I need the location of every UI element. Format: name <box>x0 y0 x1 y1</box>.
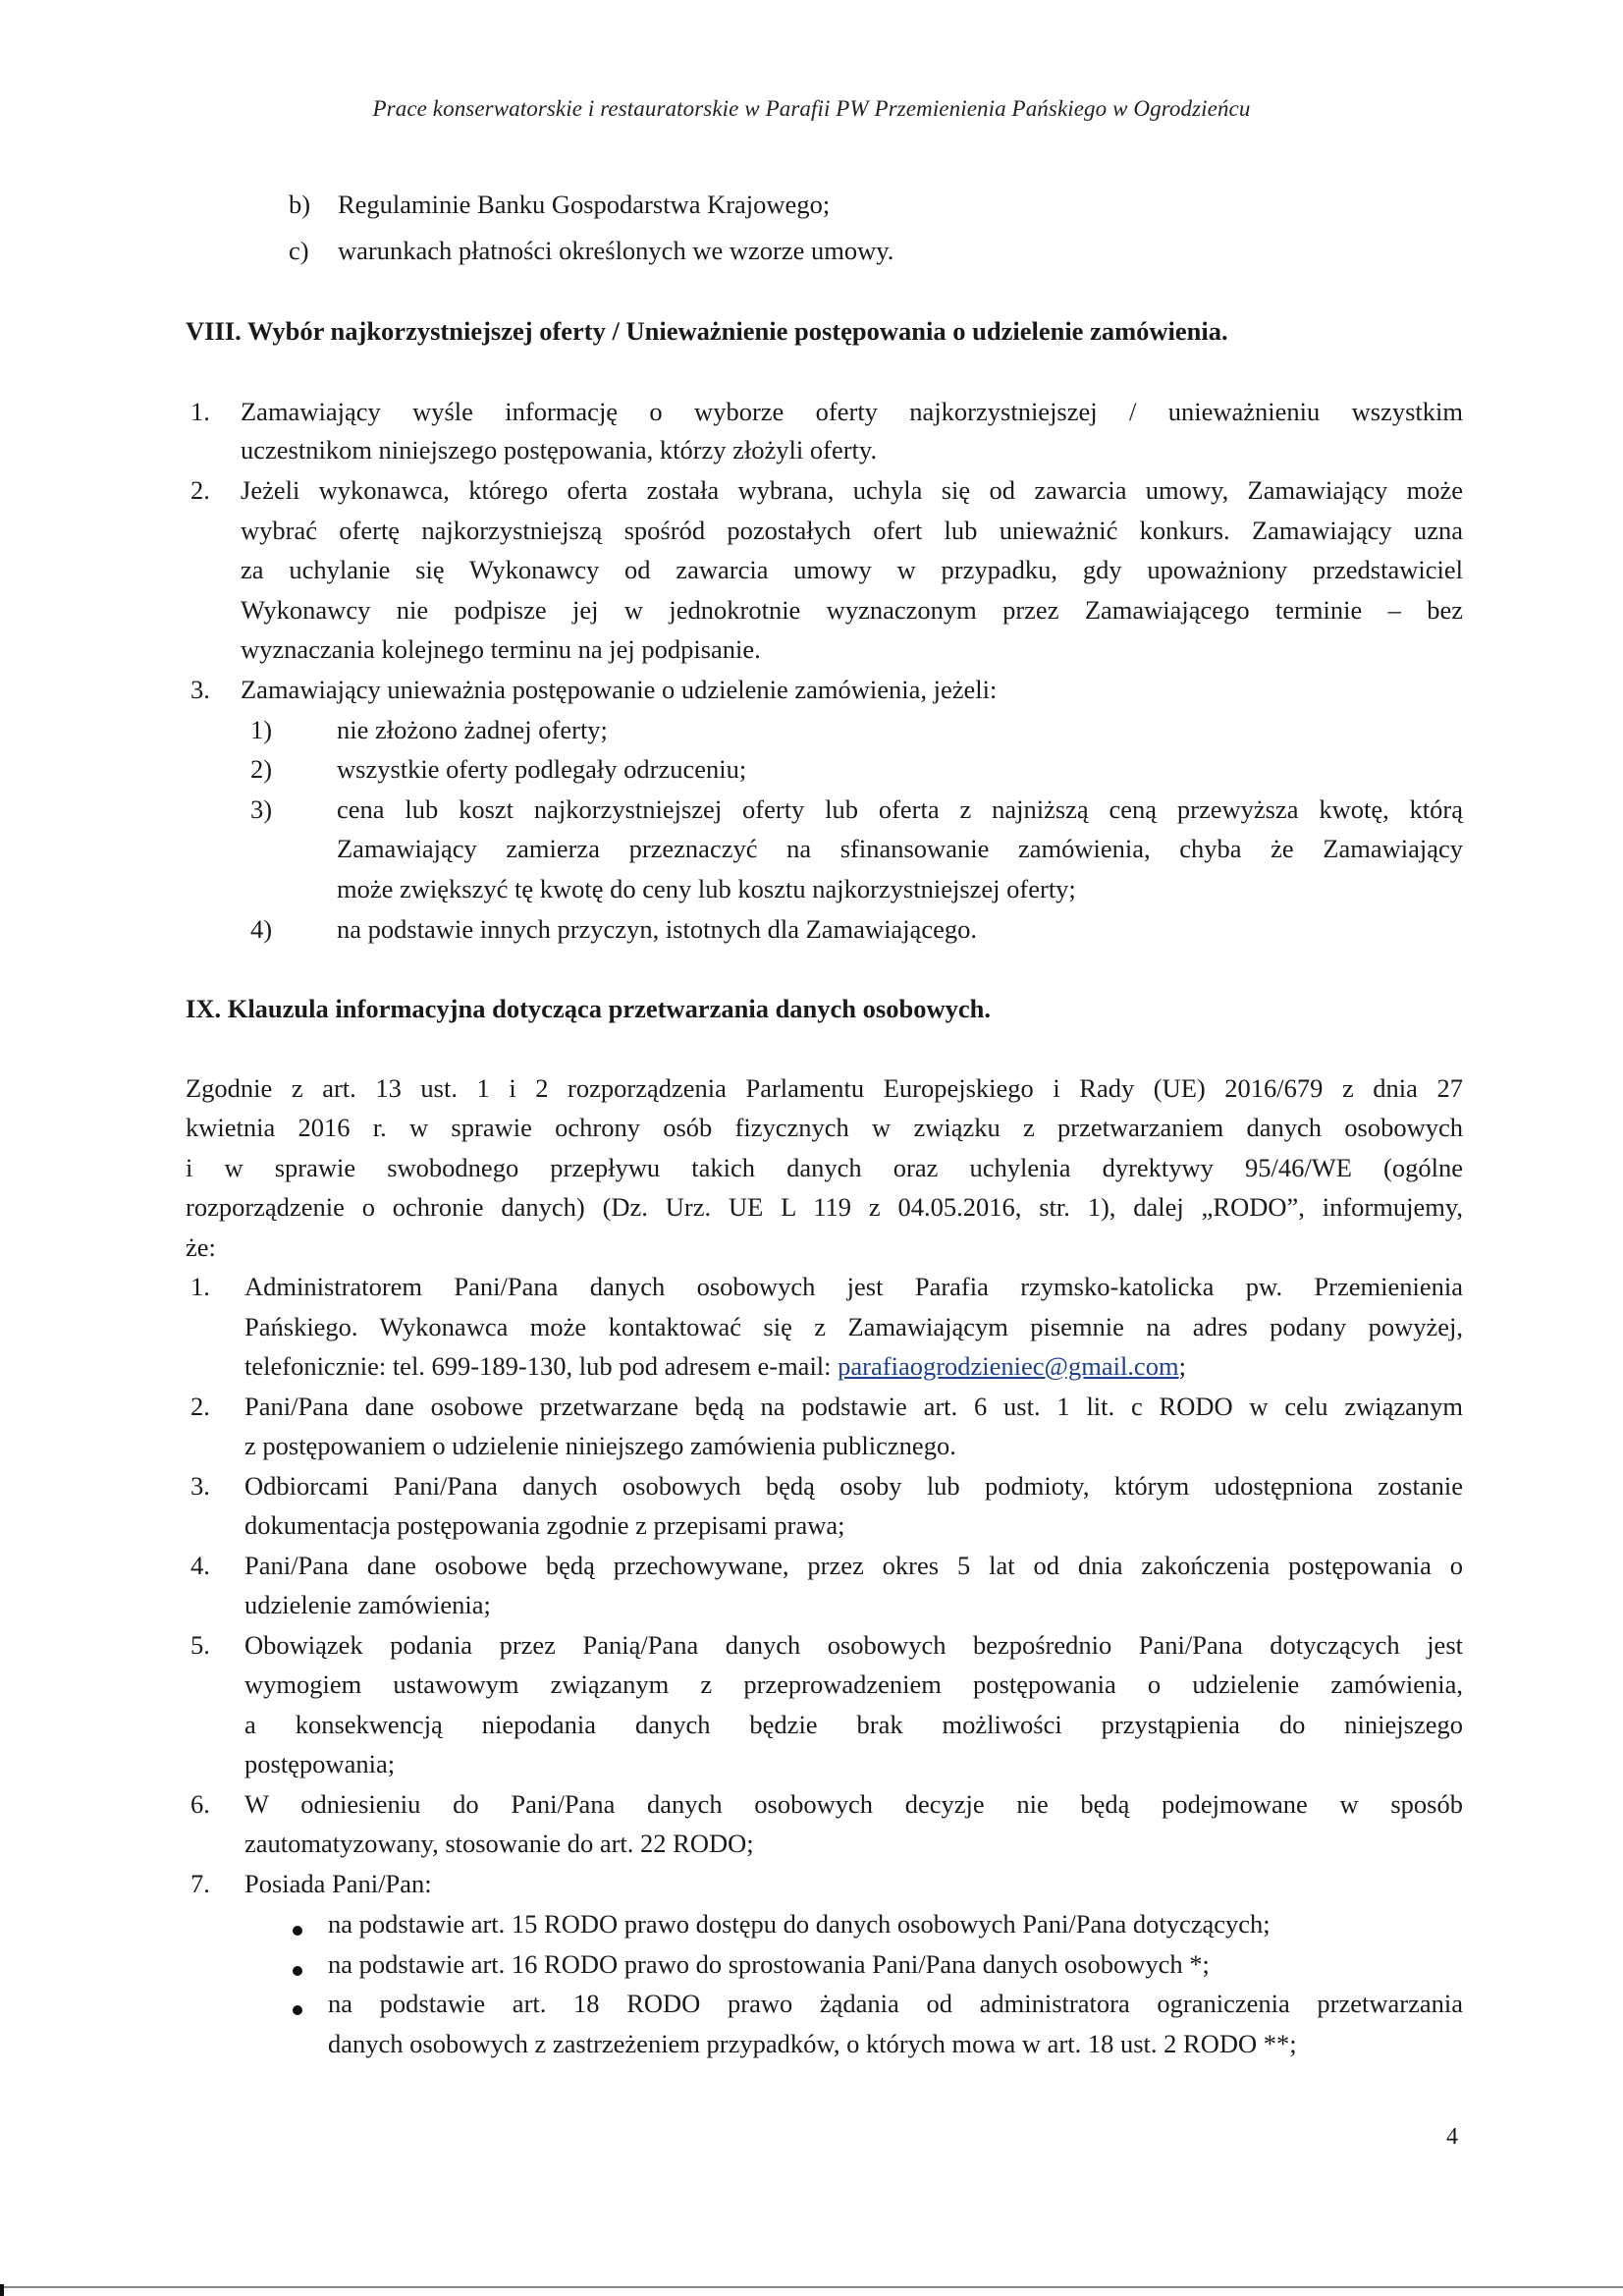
list-marker: 3. <box>190 1471 210 1501</box>
paragraph-line: Zamawiający unieważnia postępowanie o udzielenie zamówienia, jeżeli: <box>241 675 998 704</box>
list-marker: 2. <box>190 1392 210 1421</box>
paragraph-line: Obowiązek podania przez Panią/Pana danych osobowych bezpośrednio Pani/Pana dotyczących jest <box>244 1630 1463 1660</box>
paragraph-line: uczestnikom niniejszego postępowania, którzy złożyli oferty. <box>241 435 878 465</box>
paragraph-line: Jeżeli wykonawca, którego oferta została wybrana, uchyla się od zawarcia umowy, Zamawiający może <box>241 475 1463 505</box>
paragraph-line: Pani/Pana dane osobowe przetwarzane będą na podstawie art. 6 ust. 1 lit. c RODO w celu związanym <box>244 1392 1463 1421</box>
paragraph-line: z postępowaniem o udzielenie niniejszego zamówienia publicznego. <box>244 1431 956 1460</box>
paragraph-line: danych osobowych z zastrzeżeniem przypadków, o których mowa w art. 18 ust. 2 RODO **; <box>328 2029 1297 2058</box>
scan-edge-line <box>0 2286 1623 2288</box>
paragraph-line: na podstawie art. 16 RODO prawo do sprostowania Pani/Pana danych osobowych *; <box>328 1949 1210 1979</box>
section-heading-viii: VIII. Wybór najkorzystniejszej oferty / Unieważnienie postępowania o udzielenie zamówienia. <box>186 316 1228 346</box>
paragraph-line: kwietnia 2016 r. w sprawie ochrony osób fizycznych w związku z przetwarzaniem danych osobowych <box>186 1113 1463 1142</box>
paragraph-line: W odniesieniu do Pani/Pana danych osobowych decyzje nie będą podejmowane w sposób <box>244 1789 1463 1819</box>
paragraph-line: Posiada Pani/Pan: <box>244 1869 432 1898</box>
list-marker: 7. <box>190 1869 210 1898</box>
paragraph-line: Wykonawcy nie podpisze jej w jednokrotnie wyznaczonym przez Zamawiającego terminie – bez <box>241 595 1463 625</box>
list-marker: 1) <box>250 715 273 744</box>
contact-suffix: ; <box>1178 1351 1186 1381</box>
paragraph-line: Zgodnie z art. 13 ust. 1 i 2 rozporządzenia Parlamentu Europejskiego i Rady (UE) 2016/679 z dnia 27 <box>186 1073 1463 1103</box>
contact-prefix: telefonicznie: tel. 699-189-130, lub pod adresem e-mail: <box>244 1351 839 1381</box>
bullet-icon <box>293 1966 302 1976</box>
page-number: 4 <box>1446 2124 1458 2150</box>
paragraph-line: udzielenie zamówienia; <box>244 1590 491 1619</box>
paragraph-line: Pańskiego. Wykonawca może kontaktować się z Zamawiającym pisemnie na adres podany powyżej, <box>244 1312 1463 1341</box>
paragraph-line: wszystkie oferty podlegały odrzuceniu; <box>337 754 747 784</box>
paragraph-line: wyznaczania kolejnego terminu na jej podpisanie. <box>241 634 761 664</box>
paragraph-line: dokumentacja postępowania zgodnie z przepisami prawa; <box>244 1510 845 1540</box>
paragraph-line: nie złożono żadnej oferty; <box>337 715 608 744</box>
paragraph-line: zautomatyzowany, stosowanie do art. 22 RODO; <box>244 1829 754 1858</box>
paragraph-line: Pani/Pana dane osobowe będą przechowywane, przez okres 5 lat od dnia zakończenia postępowania o <box>244 1551 1463 1580</box>
list-marker: 4. <box>190 1551 210 1580</box>
paragraph-line: Zamawiający wyśle informację o wyborze oferty najkorzystniejszej / unieważnieniu wszystkim <box>241 397 1463 426</box>
paragraph-line: i w sprawie swobodnego przepływu takich danych oraz uchylenia dyrektywy 95/46/WE (ogólne <box>186 1153 1463 1182</box>
list-item-text: Regulaminie Banku Gospodarstwa Krajowego; <box>338 190 831 219</box>
scan-edge-mark <box>0 2284 4 2296</box>
paragraph-line: Odbiorcami Pani/Pana danych osobowych będą osoby lub podmioty, którym udostępniona zostanie <box>244 1471 1463 1501</box>
list-marker: 4) <box>250 914 273 944</box>
bullet-icon <box>293 2005 302 2015</box>
running-header: Prace konserwatorskie i restauratorskie w Parafii PW Przemienienia Pańskiego w Ogrodzieńcu <box>372 96 1251 121</box>
paragraph-line: za uchylanie się Wykonawcy od zawarcia umowy w przypadku, gdy upoważniony przedstawiciel <box>241 555 1463 584</box>
paragraph-line: postępowania; <box>244 1749 396 1778</box>
paragraph-line: na podstawie innych przyczyn, istotnych dla Zamawiającego. <box>337 914 977 944</box>
paragraph-line: na podstawie art. 18 RODO prawo żądania od administratora ograniczenia przetwarzania <box>328 1989 1463 2018</box>
list-marker: 1. <box>190 1272 210 1301</box>
paragraph-line: może zwiększyć tę kwotę do ceny lub kosztu najkorzystniejszej oferty; <box>337 874 1076 903</box>
paragraph-line: że: <box>186 1232 216 1262</box>
contact-line <box>244 1351 1186 1382</box>
list-marker: 6. <box>190 1789 210 1819</box>
email-link[interactable]: parafiaogrodzieniec@gmail.com <box>838 1351 1179 1381</box>
bullet-icon <box>293 1926 302 1936</box>
paragraph-line: wymogiem ustawowym związanym z przeprowadzeniem postępowania o udzielenie zamówienia, <box>244 1669 1463 1699</box>
list-marker: 1. <box>190 397 210 426</box>
list-marker: b) <box>289 190 311 219</box>
list-marker: 5. <box>190 1630 210 1660</box>
paragraph-line: cena lub koszt najkorzystniejszej oferty lub oferta z najniższą ceną przewyższa kwotę, którą <box>337 794 1463 824</box>
paragraph-line: Zamawiający zamierza przeznaczyć na sfinansowanie zamówienia, chyba że Zamawiający <box>337 834 1463 863</box>
section-heading-ix: IX. Klauzula informacyjna dotycząca przetwarzania danych osobowych. <box>186 994 991 1023</box>
list-marker: 2) <box>250 754 273 784</box>
paragraph-line: Administratorem Pani/Pana danych osobowych jest Parafia rzymsko-katolicka pw. Przemienienia <box>244 1272 1463 1301</box>
list-marker: 3) <box>250 794 273 824</box>
list-marker: 3. <box>190 675 210 704</box>
paragraph-line: na podstawie art. 15 RODO prawo dostępu do danych osobowych Pani/Pana dotyczących; <box>328 1909 1271 1939</box>
paragraph-line: wybrać ofertę najkorzystniejszą spośród pozostałych ofert lub unieważnić konkurs. Zamawiający uzna <box>241 516 1463 545</box>
list-marker: c) <box>289 236 309 265</box>
list-item-text: warunkach płatności określonych we wzorze umowy. <box>338 236 894 265</box>
paragraph-line: a konsekwencją niepodania danych będzie brak możliwości przystąpienia do niniejszego <box>244 1710 1463 1739</box>
list-marker: 2. <box>190 475 210 505</box>
paragraph-line: rozporządzenie o ochronie danych) (Dz. Urz. UE L 119 z 04.05.2016, str. 1), dalej „RODO”, informujemy, <box>186 1192 1463 1222</box>
